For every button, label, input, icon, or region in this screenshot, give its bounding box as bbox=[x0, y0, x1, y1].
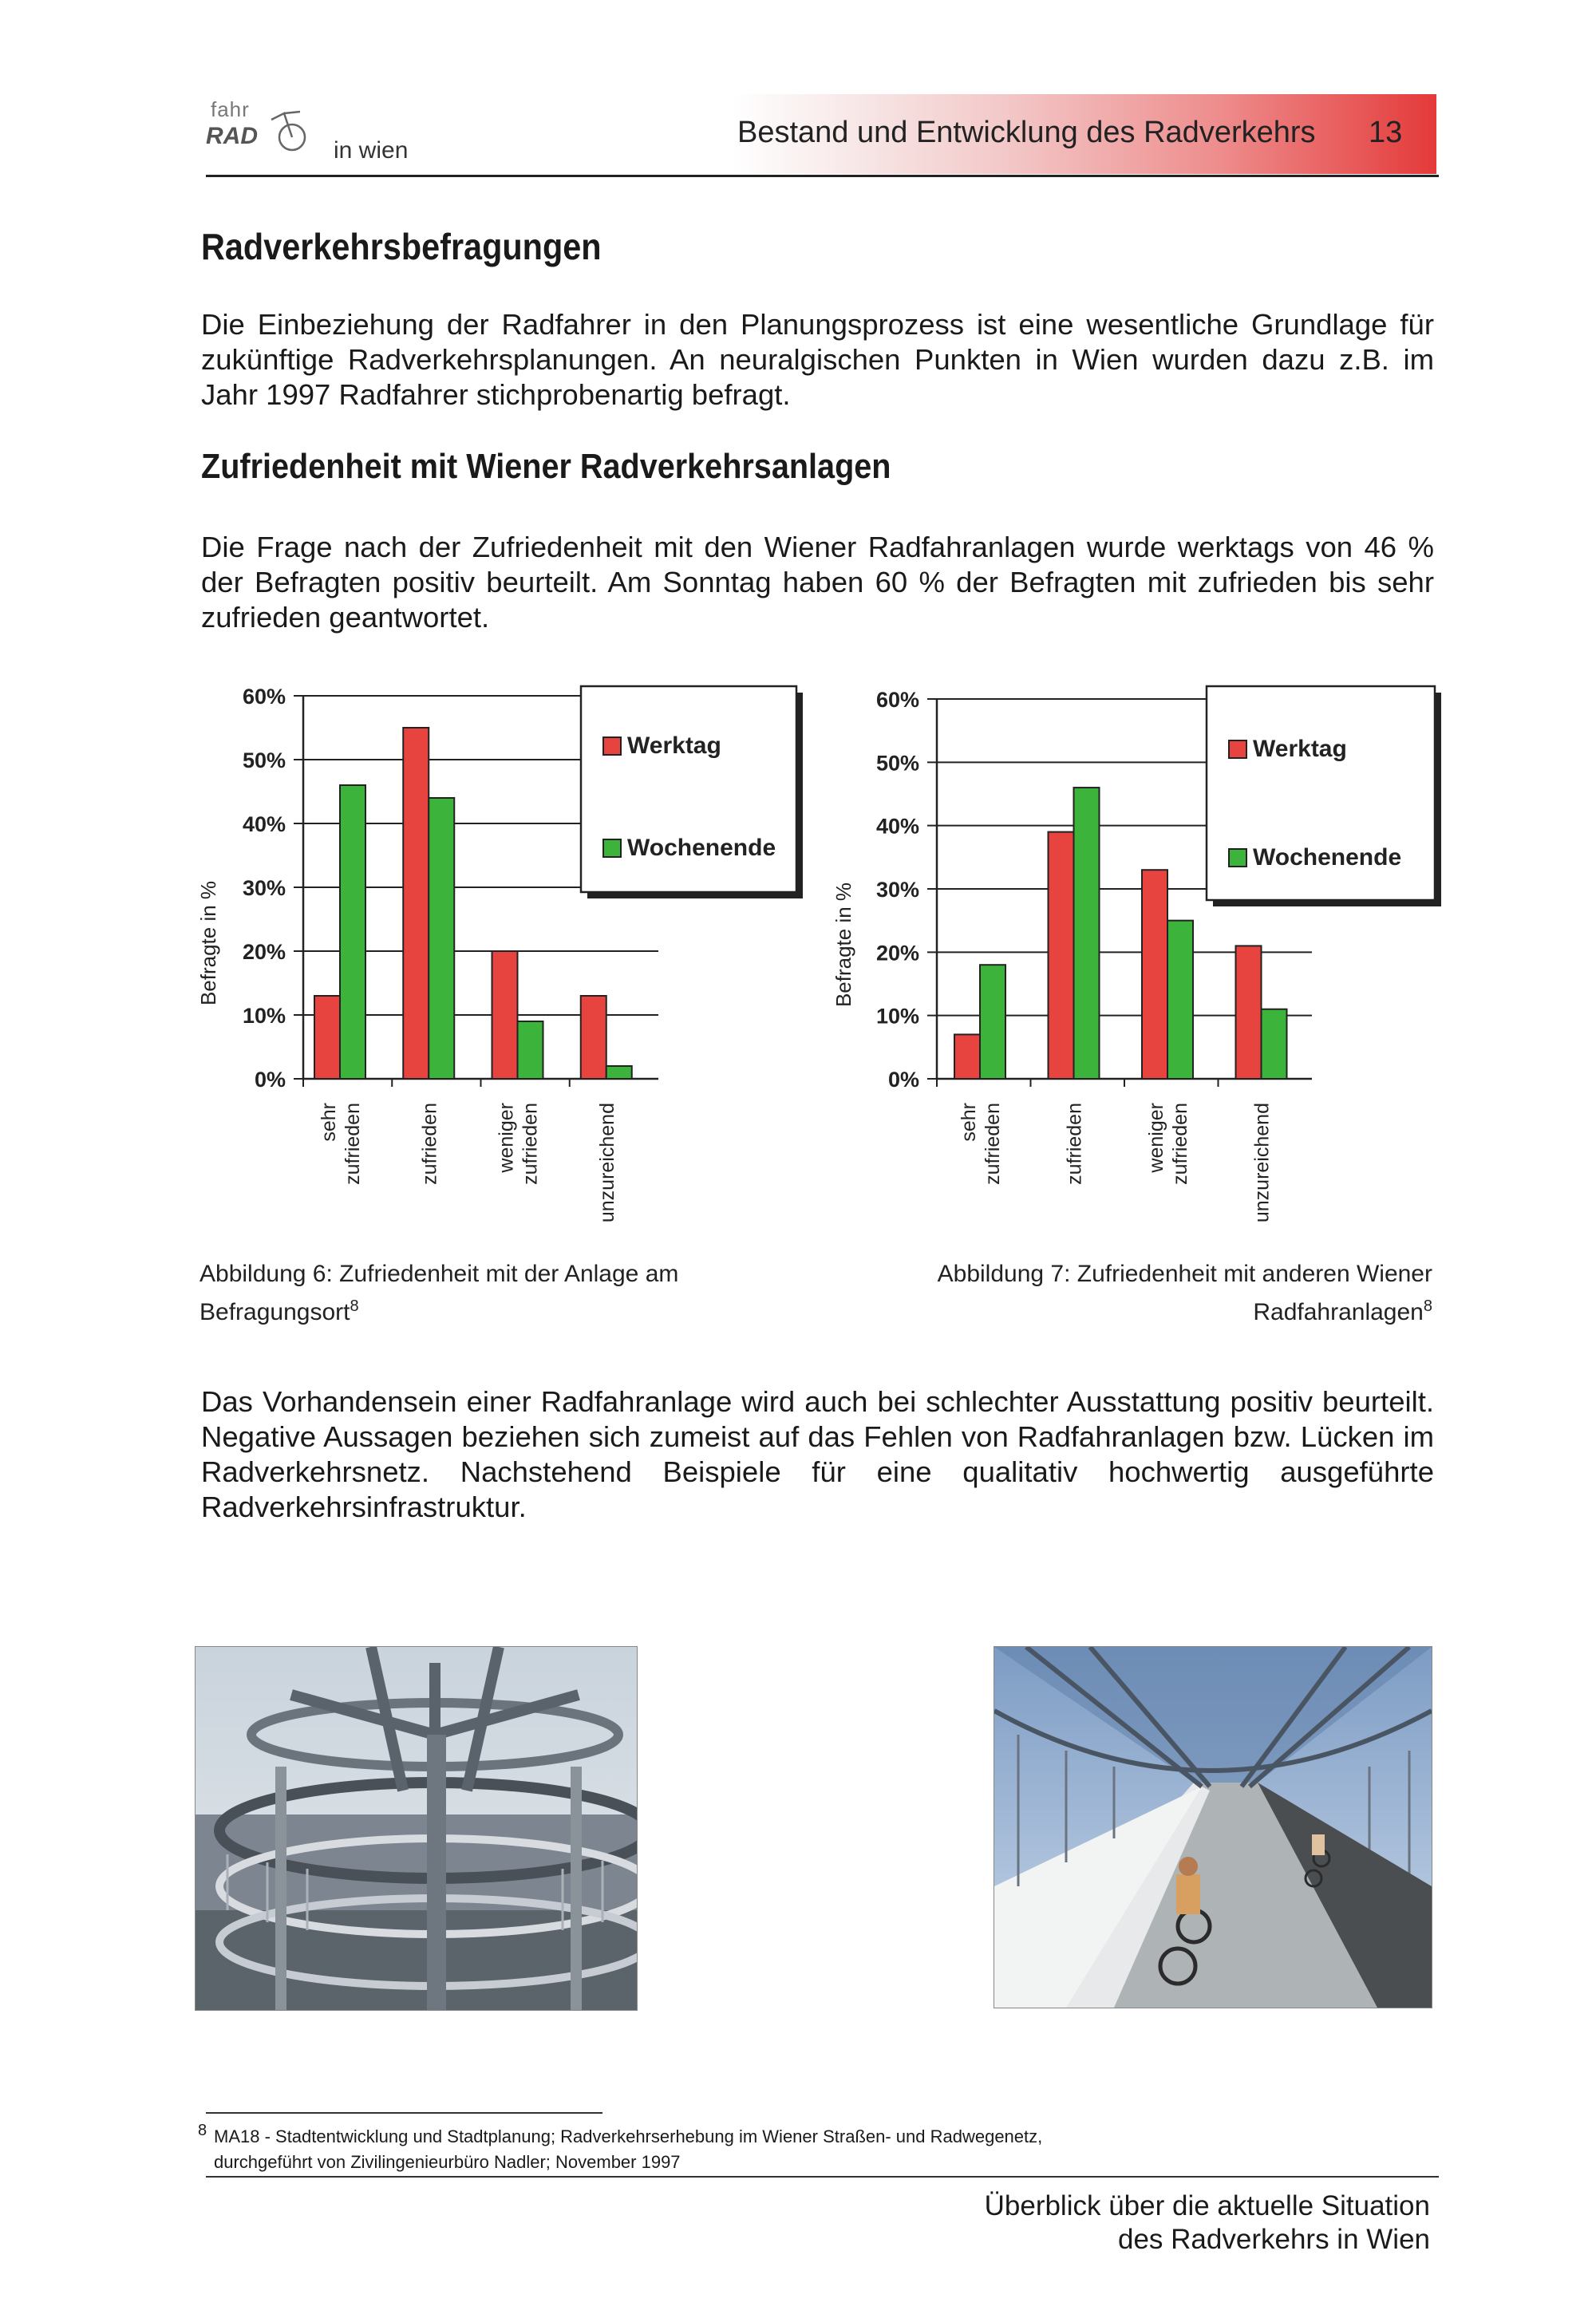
y-axis-label: Befragte in % bbox=[832, 882, 855, 1008]
x-category-line: unzureichend bbox=[595, 1103, 618, 1223]
closing-paragraph: Das Vorhandensein einer Radfahranlage wird auch bei schlechter Ausstattung positiv beurteilt. Negative Aussagen beziehen sich zumeist auf das Fehlen von Radfahranlagen bzw. Lücken im Radverkehrsnetz. Nachstehend Beispiele für eine qualitativ hochwertig ausgeführte Radverkehrsinfrastruktur. bbox=[201, 1385, 1434, 1523]
x-category-line: zufrieden bbox=[418, 1103, 441, 1185]
x-category-line: sehr bbox=[318, 1103, 340, 1142]
bar-wochenende-2 bbox=[429, 798, 454, 1079]
chart-satisfaction-local bbox=[192, 670, 814, 1229]
y-tick-label: 0% bbox=[887, 1068, 919, 1092]
legend-swatch-werktag bbox=[603, 737, 621, 755]
photo-covered-bridge bbox=[994, 1646, 1432, 2008]
intro-paragraph: Die Einbeziehung der Radfahrer in den Planungsprozess ist eine wesentliche Grundlage für zukünftige Radverkehrsplanungen. An neuralgischen Punkten in Wien wurden dazu z.B. im Jahr 1997 Radfahrer stichprobenartig befragt. bbox=[201, 308, 1434, 411]
page-number: 13 bbox=[1369, 116, 1403, 149]
footer-divider bbox=[206, 2176, 1439, 2178]
footnote-line-2: durchgeführt von Zivilingenieurbüro Nadler; November 1997 bbox=[214, 2152, 681, 2172]
x-category-line: weniger bbox=[1145, 1103, 1167, 1173]
y-tick-label: 40% bbox=[875, 814, 919, 839]
x-category-line: unzureichend bbox=[1250, 1103, 1274, 1223]
legend-swatch-wochenende bbox=[603, 839, 621, 857]
y-tick-label: 50% bbox=[242, 748, 286, 772]
footer-line-2: des Radverkehrs in Wien bbox=[1118, 2224, 1430, 2255]
footnote bbox=[198, 2122, 1398, 2175]
bar-wochenende-2 bbox=[1074, 788, 1100, 1079]
y-tick-label: 10% bbox=[875, 1004, 919, 1029]
x-category-line: zufrieden bbox=[1063, 1103, 1086, 1185]
x-category-label bbox=[1145, 1103, 1191, 1185]
legend-label-wochenende: Wochenende bbox=[627, 835, 776, 861]
x-category-line: sehr bbox=[958, 1103, 980, 1142]
y-tick-label: 60% bbox=[875, 688, 919, 712]
sub-heading: Zufriedenheit mit Wiener Radverkehrsanlagen bbox=[201, 447, 891, 486]
bar-werktag-2 bbox=[1049, 832, 1074, 1079]
x-category-label bbox=[1251, 1103, 1274, 1222]
x-category-label bbox=[958, 1103, 1004, 1185]
bar-werktag-3 bbox=[492, 951, 518, 1079]
bar-wochenende-3 bbox=[518, 1021, 543, 1079]
y-tick-label: 10% bbox=[242, 1004, 286, 1028]
footnote-divider bbox=[206, 2112, 602, 2114]
figure7-footnote-ref: 8 bbox=[1423, 1297, 1432, 1315]
bar-werktag-1 bbox=[314, 996, 340, 1079]
x-category-line: zufrieden bbox=[519, 1103, 542, 1185]
footer-line-1: Überblick über die aktuelle Situation bbox=[984, 2190, 1430, 2221]
footnote-line-1: MA18 - Stadtentwicklung und Stadtplanung; Radverkehrserhebung im Wiener Straßen- und Radwegenetz, bbox=[214, 2126, 1043, 2146]
legend-label-wochenende: Wochenende bbox=[1253, 844, 1402, 871]
main-heading: Radverkehrsbefragungen bbox=[201, 226, 602, 267]
footnote-number: 8 bbox=[198, 2122, 207, 2139]
satisfaction-paragraph: Die Frage nach der Zufriedenheit mit den Wiener Radfahranlagen wurde werktags von 46 % der Befragten positiv beurteilt. Am Sonntag haben 60 % der Befragten mit zufrieden bis sehr zufrieden geantwortet. bbox=[201, 531, 1434, 634]
bar-werktag-2 bbox=[403, 728, 429, 1079]
bar-werktag-1 bbox=[954, 1034, 980, 1079]
bar-wochenende-1 bbox=[340, 785, 365, 1079]
photo-spiral-ramp bbox=[195, 1646, 638, 2011]
bar-werktag-3 bbox=[1142, 870, 1167, 1079]
figure6-footnote-ref: 8 bbox=[350, 1297, 359, 1315]
legend-box bbox=[581, 686, 796, 892]
y-tick-label: 60% bbox=[242, 685, 286, 709]
legend-label-werktag: Werktag bbox=[1253, 736, 1347, 762]
logo-text-top: fahr bbox=[211, 97, 250, 121]
y-axis-label: Befragte in % bbox=[196, 880, 220, 1006]
y-tick-label: 40% bbox=[242, 812, 286, 836]
figure6-caption-text: Abbildung 6: Zufriedenheit mit der Anlage am Befragungsort bbox=[200, 1261, 679, 1325]
figure7-caption bbox=[926, 1258, 1432, 1329]
logo-text-bottom: RAD bbox=[206, 123, 258, 149]
x-category-label bbox=[596, 1103, 618, 1222]
bar-wochenende-1 bbox=[980, 965, 1005, 1079]
bar-wochenende-3 bbox=[1167, 921, 1193, 1079]
chart-satisfaction-other bbox=[806, 670, 1444, 1229]
y-tick-label: 0% bbox=[254, 1068, 286, 1092]
legend-swatch-werktag bbox=[1229, 740, 1246, 758]
bar-wochenende-4 bbox=[606, 1066, 632, 1079]
y-tick-label: 20% bbox=[242, 940, 286, 964]
logo-location: in wien bbox=[334, 137, 409, 164]
legend-label-werktag: Werktag bbox=[627, 732, 721, 759]
figure7-caption-text: Abbildung 7: Zufriedenheit mit anderen Wiener Radfahranlagen bbox=[937, 1261, 1432, 1325]
legend-swatch-wochenende bbox=[1229, 849, 1246, 867]
x-category-label bbox=[496, 1103, 542, 1185]
y-tick-label: 30% bbox=[875, 878, 919, 902]
bar-werktag-4 bbox=[581, 996, 606, 1079]
figure6-caption bbox=[200, 1258, 758, 1329]
x-category-line: weniger bbox=[495, 1103, 518, 1173]
y-tick-label: 20% bbox=[875, 941, 919, 965]
bicycle-icon bbox=[254, 96, 318, 160]
fahrrad-logo bbox=[206, 88, 318, 168]
y-tick-label: 30% bbox=[242, 876, 286, 900]
bar-wochenende-4 bbox=[1262, 1009, 1287, 1079]
footer-text bbox=[798, 2190, 1430, 2257]
y-tick-label: 50% bbox=[875, 751, 919, 776]
x-category-line: zufrieden bbox=[982, 1103, 1004, 1185]
bar-werktag-4 bbox=[1236, 946, 1262, 1079]
x-category-label bbox=[1064, 1103, 1086, 1185]
x-category-line: zufrieden bbox=[342, 1103, 364, 1185]
section-title: Bestand und Entwicklung des Radverkehrs bbox=[737, 116, 1316, 149]
header-divider bbox=[206, 175, 1439, 177]
x-category-line: zufrieden bbox=[1169, 1103, 1191, 1185]
x-category-label bbox=[418, 1103, 440, 1185]
x-category-label bbox=[318, 1103, 364, 1185]
